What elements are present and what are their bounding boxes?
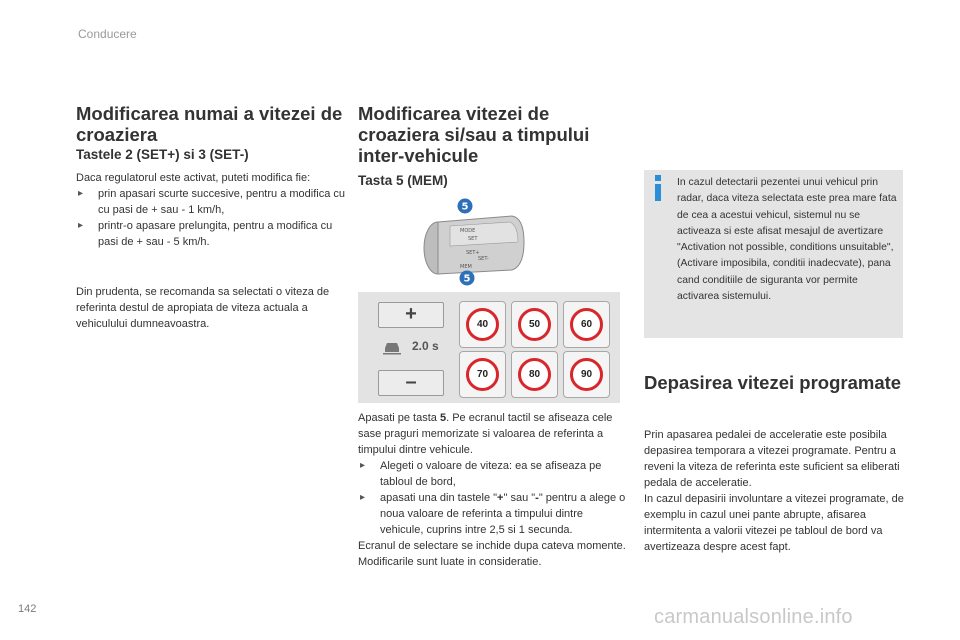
info-icon bbox=[651, 175, 665, 201]
col3-paragraph-2: In cazul depasirii involuntare a vitezei programate, de exemplu in cazul unei pante abrupte, afisarea intermitenta a valorii vitezei pe tabloul de bord va avertizeaza despre acest fapt. bbox=[644, 493, 904, 553]
car-distance-icon bbox=[382, 339, 402, 355]
col1-title: Modificarea numai a vitezei de croaziera bbox=[76, 103, 343, 145]
speed-tile-60[interactable] bbox=[563, 301, 610, 348]
speed-tile-50[interactable] bbox=[511, 301, 558, 348]
speed-tile-80[interactable] bbox=[511, 351, 558, 398]
speed-sign: 70 bbox=[466, 358, 499, 391]
col1-bullet-1: ▸ prin apasari scurte succesive, pentru a modifica cu cu pasi de + sau - 1 km/h, bbox=[76, 186, 346, 218]
col2-bullet-1: ▸ Alegeti o valoare de viteza: ea se afiseaza pe tabloul de bord, bbox=[358, 458, 628, 490]
stalk-label-set-plus: SET+ bbox=[466, 250, 480, 256]
col2-p1-post: . Pe ecranul tactil se afiseaza cele sase praguri memorizate si valoarea de referinta a timpului dintre vehicule. bbox=[358, 412, 613, 456]
speed-sign: 60 bbox=[570, 308, 603, 341]
minus-key-ref: - bbox=[535, 492, 539, 504]
page-number: 142 bbox=[18, 603, 37, 615]
col1-bullet-2: ▸ printr-o apasare prelungita, pentru a modifica cu pasi de + sau - 5 km/h. bbox=[76, 218, 346, 250]
stalk-label-mode: MODE bbox=[460, 228, 476, 234]
col2-paragraph-1 bbox=[358, 410, 628, 458]
col3-body bbox=[644, 427, 904, 555]
col1-subtitle: Tastele 2 (SET+) si 3 (SET-) bbox=[76, 147, 249, 162]
plus-button[interactable]: + bbox=[378, 302, 444, 328]
speed-sign: 80 bbox=[518, 358, 551, 391]
col3-paragraph-1: Prin apasarea pedalei de acceleratie este posibila depasirea temporara a vitezei programate. Pentru a reveni la viteza de referinta este suficient sa eliberati pedala de acceleratie. bbox=[644, 429, 900, 489]
speed-sign: 50 bbox=[518, 308, 551, 341]
plus-key-ref: + bbox=[497, 492, 504, 504]
time-gap-readout bbox=[382, 338, 446, 356]
col1-note: Din prudenta, se recomanda sa selectati o viteza de referinta destul de apropiata de viteza actuala a vehiculului dumneavoastra. bbox=[76, 286, 330, 330]
speed-tile-70[interactable] bbox=[459, 351, 506, 398]
cruise-stalk-illustration bbox=[420, 196, 530, 288]
col2-b2-mid: " sau " bbox=[503, 492, 536, 504]
info-box bbox=[644, 170, 903, 338]
stalk-label-mem: MEM bbox=[460, 264, 472, 270]
minus-button[interactable]: – bbox=[378, 370, 444, 396]
speed-sign: 90 bbox=[570, 358, 603, 391]
speed-selection-screen bbox=[358, 292, 620, 403]
section-label: Conducere bbox=[78, 27, 137, 41]
stalk-label-set: SET bbox=[468, 236, 478, 242]
key-5-ref: 5 bbox=[439, 412, 447, 424]
col2-bullets bbox=[358, 458, 628, 538]
col2-b2-post: " pentru a alege o noua valoare de referinta a timpului dintre vehicule, cuprins intre 2,5 si 1 secunda. bbox=[380, 492, 626, 536]
speed-tile-90[interactable] bbox=[563, 351, 610, 398]
col2-subtitle: Tasta 5 (MEM) bbox=[358, 173, 448, 188]
callout-5-bottom: 5 bbox=[463, 273, 471, 285]
col1-body bbox=[76, 170, 346, 250]
col2-body bbox=[358, 410, 628, 570]
col2-b2-pre: apasati una din tastele " bbox=[380, 492, 498, 504]
time-gap-value: 2.0 s bbox=[412, 339, 439, 353]
info-text: In cazul detectarii pezentei unui vehicul prin radar, daca viteza selectata este prea mare fata de cea a acestui vehicul, sistemul nu se activeaza si este afisat mesajul de avertizare "Activation not possible, conditions unsuitable", (Activare imposibila, conditii inadecvate), pana cand conditiile de siguranta vor permite activarea sistemului. bbox=[677, 177, 897, 303]
watermark: carmanualsonline.info bbox=[654, 606, 853, 628]
col2-title: Modificarea vitezei de croaziera si/sau a timpului inter-vehicule bbox=[358, 103, 590, 166]
col2-outro: Ecranul de selectare se inchide dupa cateva momente. Modificarile sunt luate in consideratie. bbox=[358, 540, 626, 568]
stalk-label-set-minus: SET- bbox=[478, 256, 489, 262]
col1-bullets bbox=[76, 186, 346, 250]
col2-p1-pre: Apasati pe tasta bbox=[358, 412, 440, 424]
col1-intro: Daca regulatorul este activat, puteti modifica fie: bbox=[76, 172, 311, 184]
callout-5-top: 5 bbox=[461, 201, 469, 213]
col3-title: Depasirea vitezei programate bbox=[644, 372, 902, 393]
speed-sign: 40 bbox=[466, 308, 499, 341]
col2-bullet-2 bbox=[358, 490, 628, 538]
speed-tile-40[interactable] bbox=[459, 301, 506, 348]
